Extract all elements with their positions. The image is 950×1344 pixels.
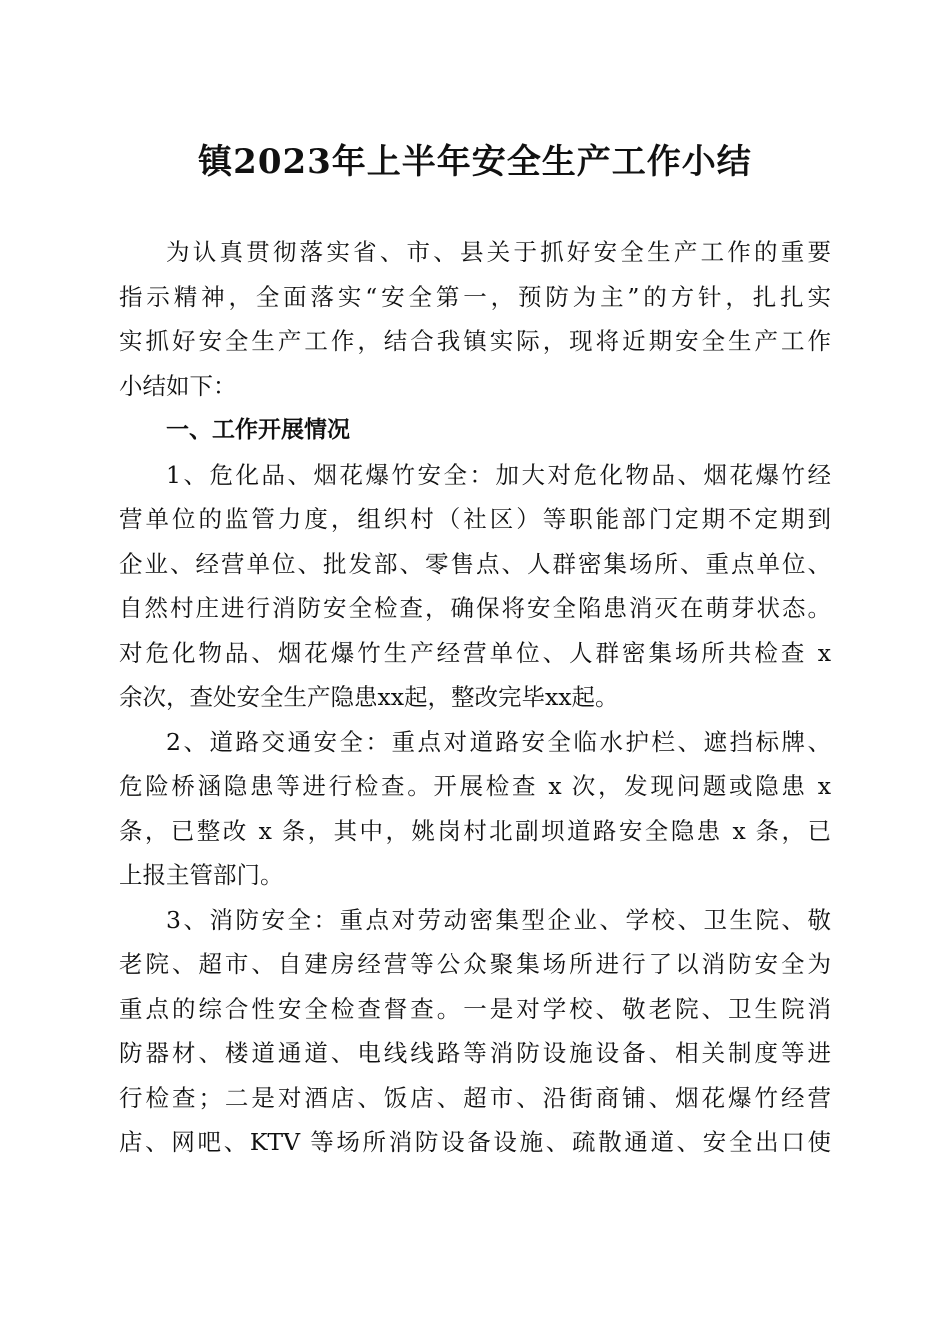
paragraph-line: 余次，查处安全生产隐患xx起，整改完毕xx起。 [119,683,619,711]
paragraph-line: 企业、经营单位、批发部、零售点、人群密集场所、重点单位、 [119,549,831,578]
paragraph-line: 营单位的监管力度，组织村（社区）等职能部门定期不定期到 [119,505,831,533]
paragraph-line: 小结如下： [119,371,237,400]
paragraph-line: 指示精神，全面落实“安全第一，预防为主”的方针，扎扎实 [119,282,831,311]
paragraph-line: 店、网吧、KTV 等场所消防设备设施、疏散通道、安全出口使 [119,1128,831,1156]
paragraph-line: 对危化物品、烟花爆竹生产经营单位、人群密集场所共检查 x [119,638,831,667]
paragraph-line: 实抓好安全生产工作，结合我镇实际，现将近期安全生产工作 [119,327,831,355]
paragraph-line: 3、消防安全：重点对劳动密集型企业、学校、卫生院、敬 [166,905,831,934]
paragraph-line: 行检查；二是对酒店、饭店、超市、沿街商铺、烟花爆竹经营 [119,1083,831,1112]
paragraph-line: 危险桥涵隐患等进行检查。开展检查 x 次，发现问题或隐患 x [119,772,831,800]
document-title: 镇2023年上半年安全生产工作小结 [198,142,752,182]
paragraph-line: 老院、超市、自建房经营等公众聚集场所进行了以消防安全为 [119,950,831,978]
paragraph-line: 上报主管部门。 [119,861,284,889]
paragraph-line: 1、危化品、烟花爆竹安全：加大对危化物品、烟花爆竹经 [166,460,831,489]
section-heading: 一、工作开展情况 [166,417,350,443]
paragraph-line: 条，已整改 x 条，其中，姚岗村北副坝道路安全隐患 x 条，已 [119,816,831,845]
paragraph-line: 自然村庄进行消防安全检查，确保将安全陷患消灭在萌芽状态。 [119,594,831,622]
paragraph-line: 防器材、楼道通道、电线线路等消防设施设备、相关制度等进 [119,1039,831,1067]
document-body [119,230,831,1165]
paragraph-line: 重点的综合性安全检查督查。一是对学校、敬老院、卫生院消 [119,994,831,1023]
paragraph-line: 为认真贯彻落实省、市、县关于抓好安全生产工作的重要 [166,238,831,266]
paragraph-line: 2、道路交通安全：重点对道路安全临水护栏、遮挡标牌、 [166,727,831,756]
